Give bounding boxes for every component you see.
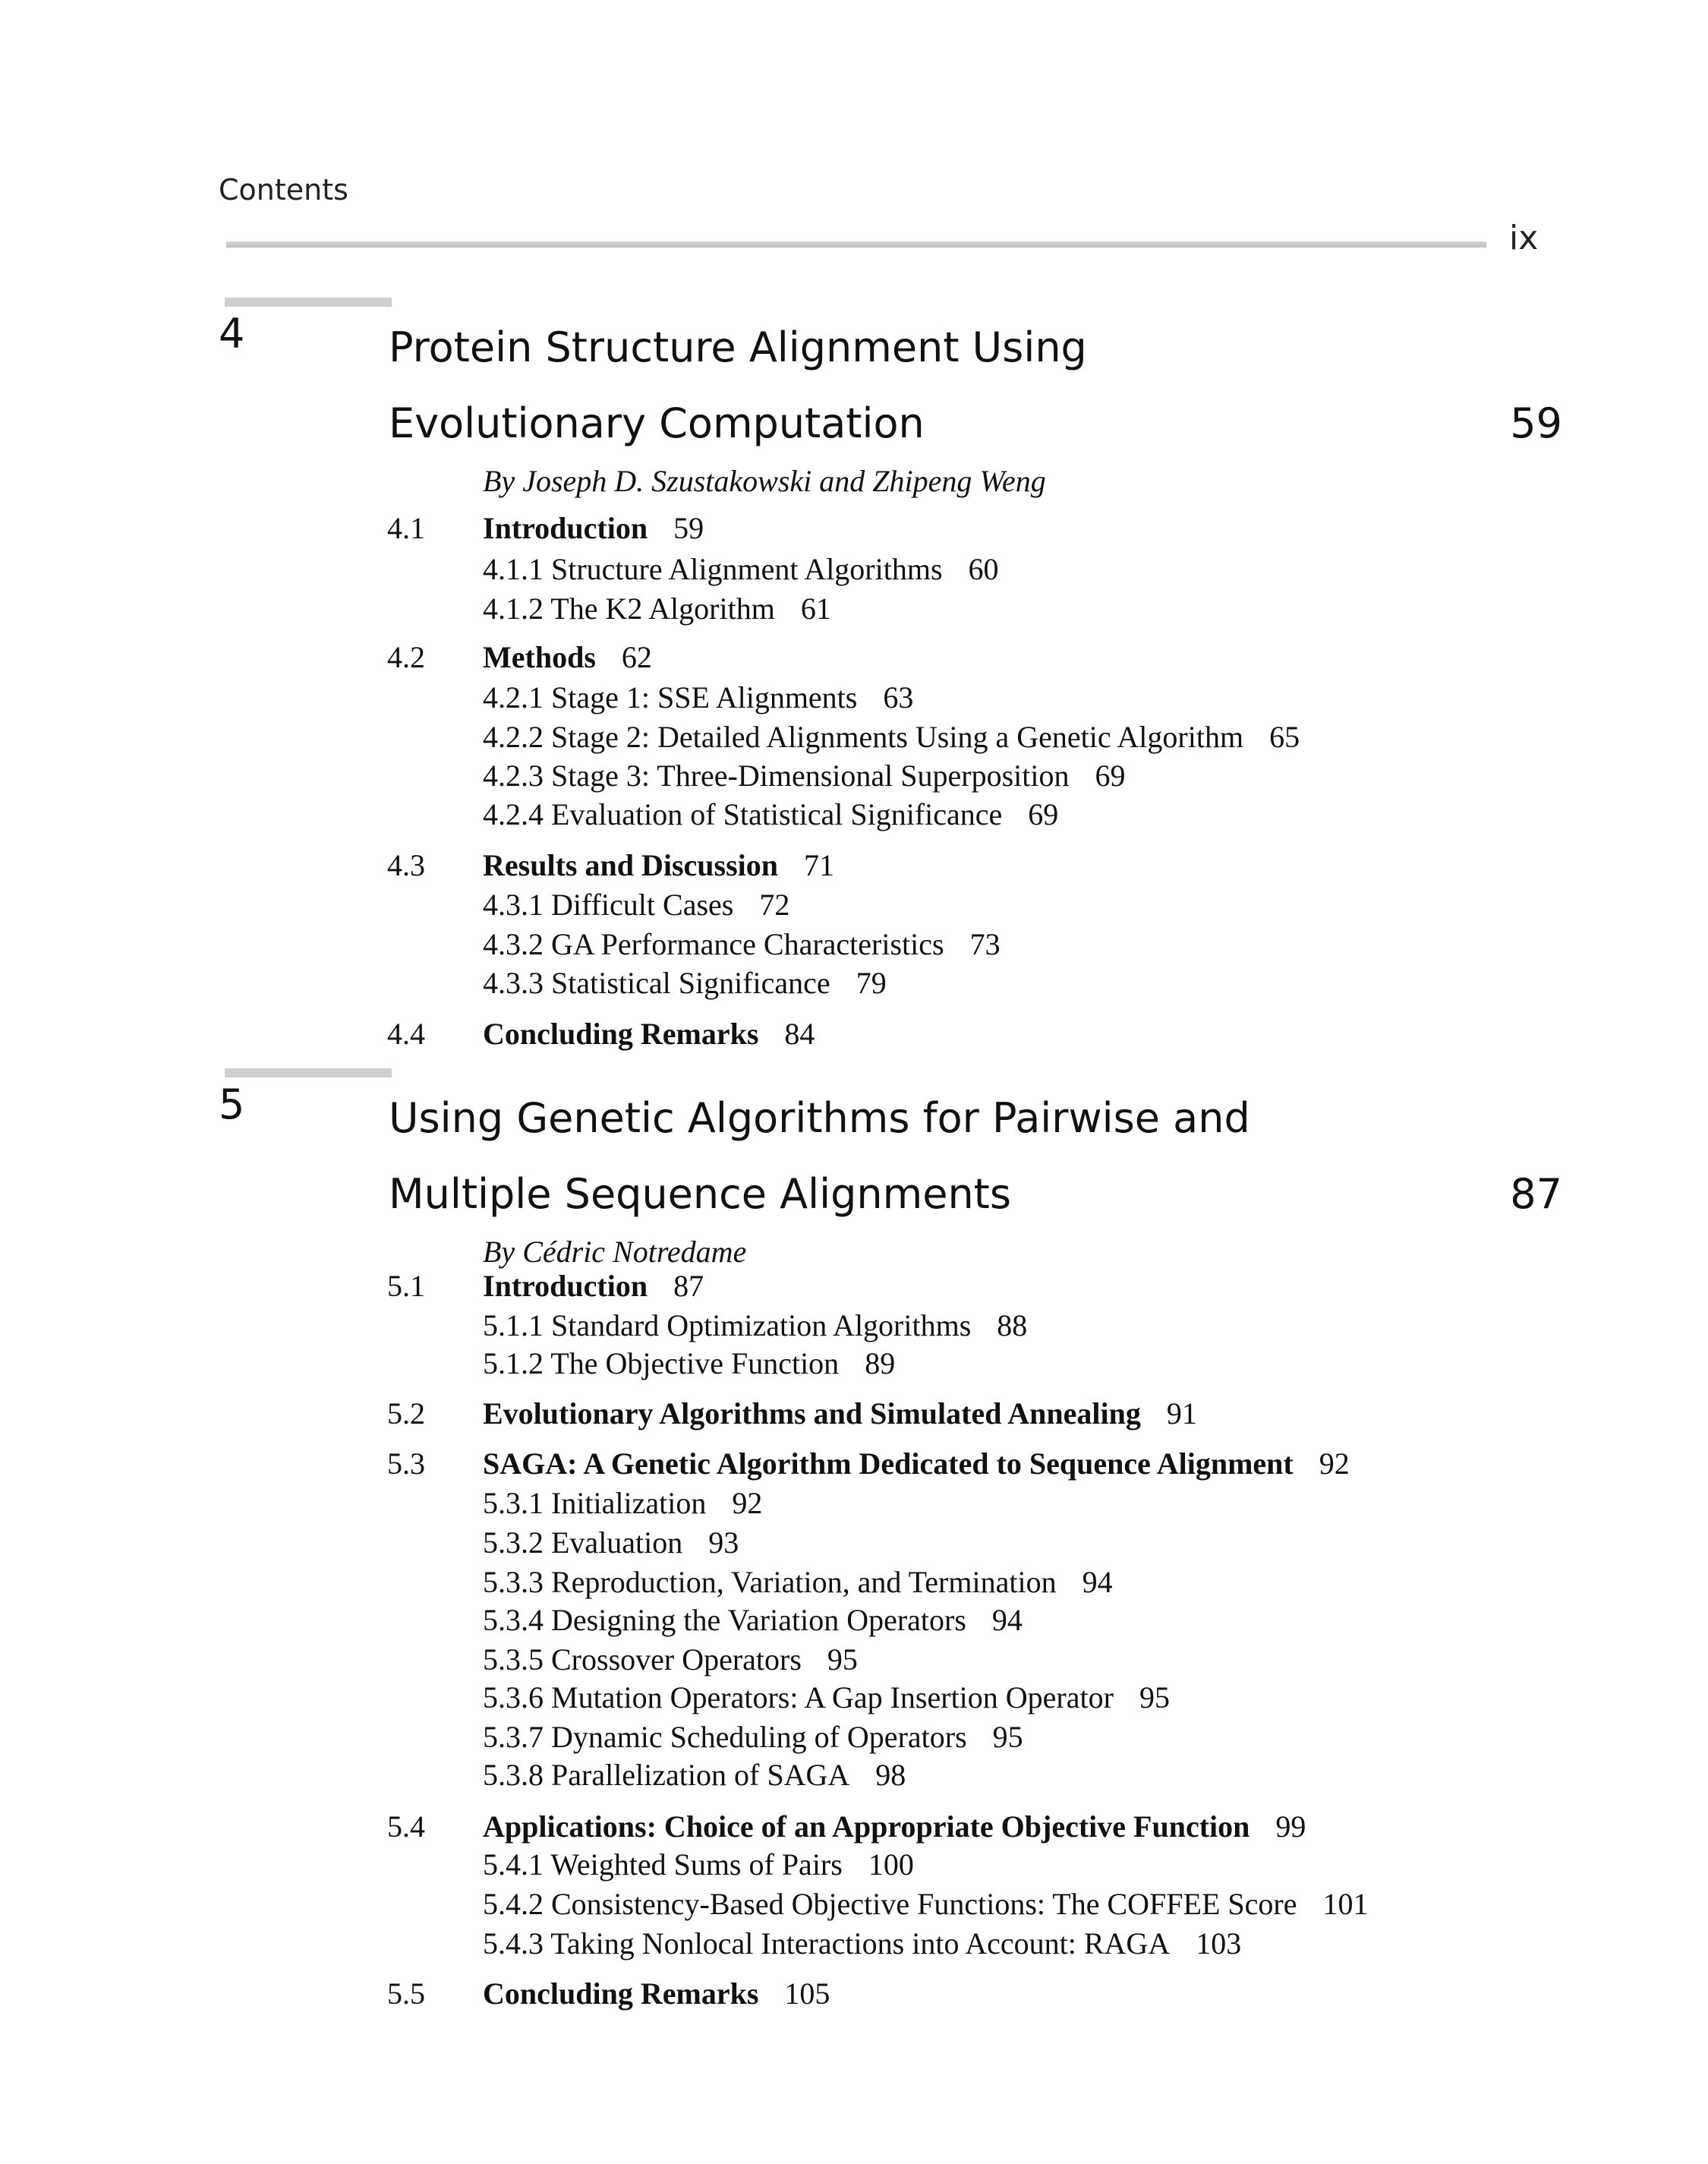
subsection-number: 4.3.2	[483, 927, 544, 961]
subsection-link[interactable]	[483, 1757, 906, 1793]
subsection-number: 4.1.1	[483, 552, 544, 586]
subsection-link[interactable]	[483, 1926, 1241, 1961]
section-link[interactable]	[483, 1446, 1350, 1481]
section-page-number: 87	[673, 1269, 704, 1303]
subsection-title: Parallelization of SAGA	[551, 1758, 850, 1792]
subsection-link[interactable]	[483, 758, 1125, 793]
section-number: 5.5	[387, 1976, 425, 2011]
section-link[interactable]	[483, 847, 834, 883]
section-link[interactable]	[483, 510, 704, 546]
subsection-page-number: 72	[759, 888, 790, 922]
subsection-number: 5.1.2	[483, 1346, 544, 1380]
subsection-number: 5.4.2	[483, 1887, 544, 1921]
chapter-author: By Cédric Notredame	[483, 1235, 747, 1269]
subsection-link[interactable]	[483, 1485, 762, 1521]
chapter-title-line: Evolutionary Computation	[389, 399, 925, 447]
section-title: Concluding Remarks	[483, 1017, 759, 1051]
chapter-author: By Joseph D. Szustakowski and Zhipeng Weng	[483, 464, 1046, 498]
subsection-link[interactable]	[483, 719, 1300, 755]
subsection-link[interactable]	[483, 797, 1058, 832]
subsection-link[interactable]	[483, 1642, 858, 1677]
subsection-title: Evaluation	[551, 1525, 683, 1560]
subsection-page-number: 92	[732, 1486, 763, 1520]
subsection-title: Weighted Sums of Pairs	[550, 1847, 843, 1882]
subsection-number: 4.2.4	[483, 797, 544, 831]
subsection-page-number: 103	[1196, 1926, 1242, 1961]
subsection-link[interactable]	[483, 591, 831, 626]
chapter-page-number: 59	[1510, 399, 1562, 447]
subsection-link[interactable]	[483, 1525, 739, 1560]
subsection-title: Consistency-Based Objective Functions: The COFFEE Score	[551, 1887, 1297, 1921]
section-title: Evolutionary Algorithms and Simulated Annealing	[483, 1396, 1141, 1431]
subsection-number: 4.2.2	[483, 720, 544, 754]
chapter-title-line: Protein Structure Alignment Using	[389, 323, 1087, 371]
subsection-page-number: 101	[1322, 1887, 1369, 1921]
subsection-page-number: 63	[883, 680, 914, 714]
subsection-number: 5.4.3	[483, 1926, 544, 1961]
section-link[interactable]	[483, 1809, 1306, 1844]
section-link[interactable]	[483, 1976, 830, 2011]
chapter-title[interactable]	[389, 310, 1527, 462]
section-page-number: 92	[1319, 1446, 1350, 1481]
subsection-title: Crossover Operators	[551, 1642, 802, 1677]
section-number: 5.3	[387, 1446, 425, 1481]
subsection-link[interactable]	[483, 1847, 914, 1882]
subsection-number: 4.2.3	[483, 759, 544, 793]
subsection-title: Structure Alignment Algorithms	[551, 552, 943, 586]
section-number: 4.3	[387, 848, 425, 882]
subsection-title: Mutation Operators: A Gap Insertion Operator	[551, 1680, 1114, 1714]
subsection-number: 5.3.2	[483, 1525, 544, 1560]
subsection-link[interactable]	[483, 926, 1001, 962]
subsection-link[interactable]	[483, 1602, 1023, 1638]
subsection-page-number: 73	[969, 927, 1001, 961]
section-title: Applications: Choice of an Appropriate Objective Function	[483, 1809, 1250, 1844]
section-title: SAGA: A Genetic Algorithm Dedicated to Sequence Alignment	[483, 1446, 1294, 1481]
subsection-number: 5.3.3	[483, 1565, 544, 1599]
subsection-number: 5.3.1	[483, 1486, 544, 1520]
subsection-link[interactable]	[483, 1564, 1113, 1600]
chapter-page-number: 87	[1510, 1170, 1562, 1218]
subsection-page-number: 79	[856, 966, 887, 1000]
subsection-number: 4.1.2	[483, 591, 544, 626]
subsection-page-number: 88	[997, 1308, 1028, 1342]
subsection-title: The Objective Function	[550, 1346, 840, 1380]
page-number: ix	[1509, 219, 1539, 257]
subsection-page-number: 69	[1095, 759, 1126, 793]
section-title: Introduction	[483, 1269, 648, 1303]
section-page-number: 99	[1275, 1809, 1306, 1844]
subsection-link[interactable]	[483, 1308, 1027, 1343]
section-page-number: 84	[784, 1017, 815, 1051]
subsection-title: The K2 Algorithm	[550, 591, 775, 626]
subsection-link[interactable]	[483, 680, 913, 715]
chapter-title-line: Using Genetic Algorithms for Pairwise and	[389, 1094, 1250, 1142]
subsection-title: Standard Optimization Algorithms	[551, 1308, 972, 1342]
subsection-title: Taking Nonlocal Interactions into Account: RAGA	[550, 1926, 1171, 1961]
subsection-link[interactable]	[483, 1680, 1170, 1715]
subsection-title: Initialization	[551, 1486, 707, 1520]
subsection-number: 5.1.1	[483, 1308, 544, 1342]
chapter-marker-bar	[225, 298, 392, 307]
section-number: 5.2	[387, 1396, 425, 1431]
subsection-number: 5.3.4	[483, 1603, 544, 1637]
subsection-page-number: 95	[827, 1642, 858, 1677]
subsection-title: Dynamic Scheduling of Operators	[551, 1720, 967, 1754]
subsection-link[interactable]	[483, 551, 999, 587]
section-title: Methods	[483, 640, 596, 674]
subsection-page-number: 60	[968, 552, 999, 586]
subsection-page-number: 69	[1028, 797, 1059, 831]
section-page-number: 71	[804, 848, 835, 882]
subsection-page-number: 95	[1139, 1680, 1170, 1714]
subsection-number: 4.3.1	[483, 888, 544, 922]
subsection-link[interactable]	[483, 1345, 895, 1381]
subsection-number: 5.3.6	[483, 1680, 544, 1714]
subsection-page-number: 89	[865, 1346, 896, 1380]
subsection-title: Statistical Significance	[551, 966, 830, 1000]
subsection-link[interactable]	[483, 1886, 1368, 1922]
subsection-title: Stage 2: Detailed Alignments Using a Genetic Algorithm	[551, 720, 1244, 754]
subsection-link[interactable]	[483, 1719, 1023, 1755]
section-number: 5.1	[387, 1269, 425, 1303]
subsection-title: Reproduction, Variation, and Termination	[551, 1565, 1057, 1599]
subsection-page-number: 95	[992, 1720, 1023, 1754]
chapter-marker-bar	[225, 1068, 392, 1077]
subsection-title: Designing the Variation Operators	[551, 1603, 966, 1637]
section-page-number: 105	[784, 1976, 830, 2011]
subsection-page-number: 93	[708, 1525, 739, 1560]
section-page-number: 91	[1166, 1396, 1197, 1431]
section-link[interactable]	[483, 639, 652, 675]
section-page-number: 62	[621, 640, 652, 674]
subsection-number: 5.3.8	[483, 1758, 544, 1792]
subsection-page-number: 61	[800, 591, 831, 626]
subsection-title: Stage 1: SSE Alignments	[551, 680, 858, 714]
chapter-title[interactable]	[389, 1080, 1527, 1232]
subsection-page-number: 98	[875, 1758, 906, 1792]
subsection-title: Difficult Cases	[551, 888, 734, 922]
section-number: 4.2	[387, 640, 425, 674]
subsection-link[interactable]	[483, 965, 887, 1001]
subsection-page-number: 94	[991, 1603, 1023, 1637]
subsection-number: 5.4.1	[483, 1847, 544, 1882]
section-title: Introduction	[483, 511, 648, 545]
subsection-number: 5.3.7	[483, 1720, 544, 1754]
subsection-number: 5.3.5	[483, 1642, 544, 1677]
subsection-link[interactable]	[483, 887, 789, 923]
chapter-title-line: Multiple Sequence Alignments	[389, 1170, 1011, 1218]
subsection-page-number: 65	[1269, 720, 1300, 754]
subsection-number: 4.2.1	[483, 680, 544, 714]
section-link[interactable]	[483, 1016, 815, 1052]
subsection-title: Stage 3: Three-Dimensional Superposition	[551, 759, 1070, 793]
subsection-page-number: 94	[1082, 1565, 1113, 1599]
chapter-number: 5	[219, 1080, 245, 1128]
section-number: 4.4	[387, 1017, 425, 1051]
section-title: Concluding Remarks	[483, 1976, 759, 2011]
header-rule	[226, 241, 1486, 248]
running-head: Contents	[219, 173, 348, 207]
chapter-number: 4	[219, 310, 245, 358]
subsection-title: GA Performance Characteristics	[551, 927, 944, 961]
subsection-page-number: 100	[868, 1847, 914, 1882]
section-number: 5.4	[387, 1809, 425, 1844]
subsection-title: Evaluation of Statistical Significance	[551, 797, 1003, 831]
subsection-number: 4.3.3	[483, 966, 544, 1000]
section-number: 4.1	[387, 511, 425, 545]
section-page-number: 59	[673, 511, 704, 545]
section-link[interactable]	[483, 1396, 1197, 1431]
section-title: Results and Discussion	[483, 848, 779, 882]
section-link[interactable]	[483, 1268, 704, 1304]
